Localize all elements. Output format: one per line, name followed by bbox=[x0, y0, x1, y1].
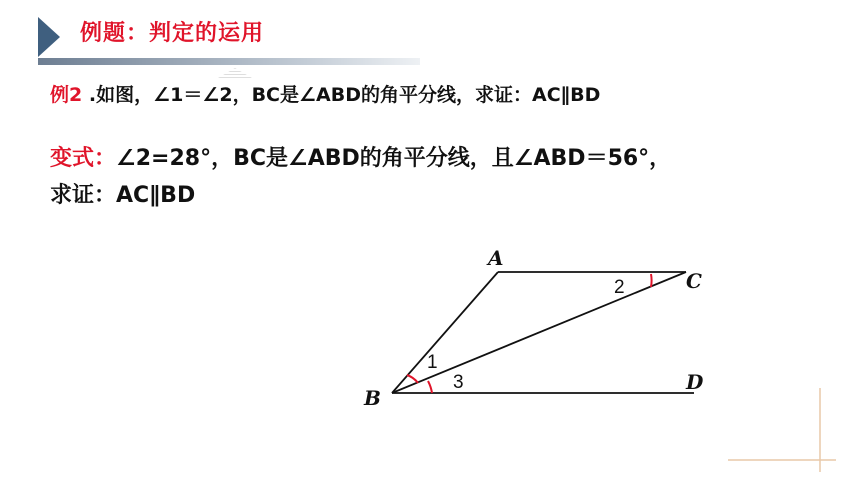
section-title: 例题：判定的运用 bbox=[80, 20, 265, 46]
angle-2-arc bbox=[651, 274, 652, 287]
point-a-label: A bbox=[488, 246, 504, 270]
variant-line-2: 求证：AC∥BD bbox=[50, 183, 196, 208]
variant-label: 变式： bbox=[50, 145, 117, 171]
angle-1-label: 1 bbox=[427, 352, 438, 373]
angle-3-arc bbox=[428, 381, 432, 393]
point-d-label: D bbox=[686, 370, 704, 394]
variant-text-1: ∠2=28°，BC是∠ABD的角平分线，且∠ABD＝56°， bbox=[116, 146, 672, 171]
angle-1-arc bbox=[407, 375, 418, 383]
example-text: .如图，∠1＝∠2，BC是∠ABD的角平分线，求证：AC∥BD bbox=[82, 84, 601, 106]
angle-3-label: 3 bbox=[453, 372, 464, 393]
point-c-label: C bbox=[686, 269, 702, 293]
example-label: 例2 bbox=[50, 84, 83, 106]
point-b-label: B bbox=[364, 386, 381, 410]
segment-bc bbox=[392, 272, 686, 393]
angle-2-label: 2 bbox=[614, 277, 625, 298]
